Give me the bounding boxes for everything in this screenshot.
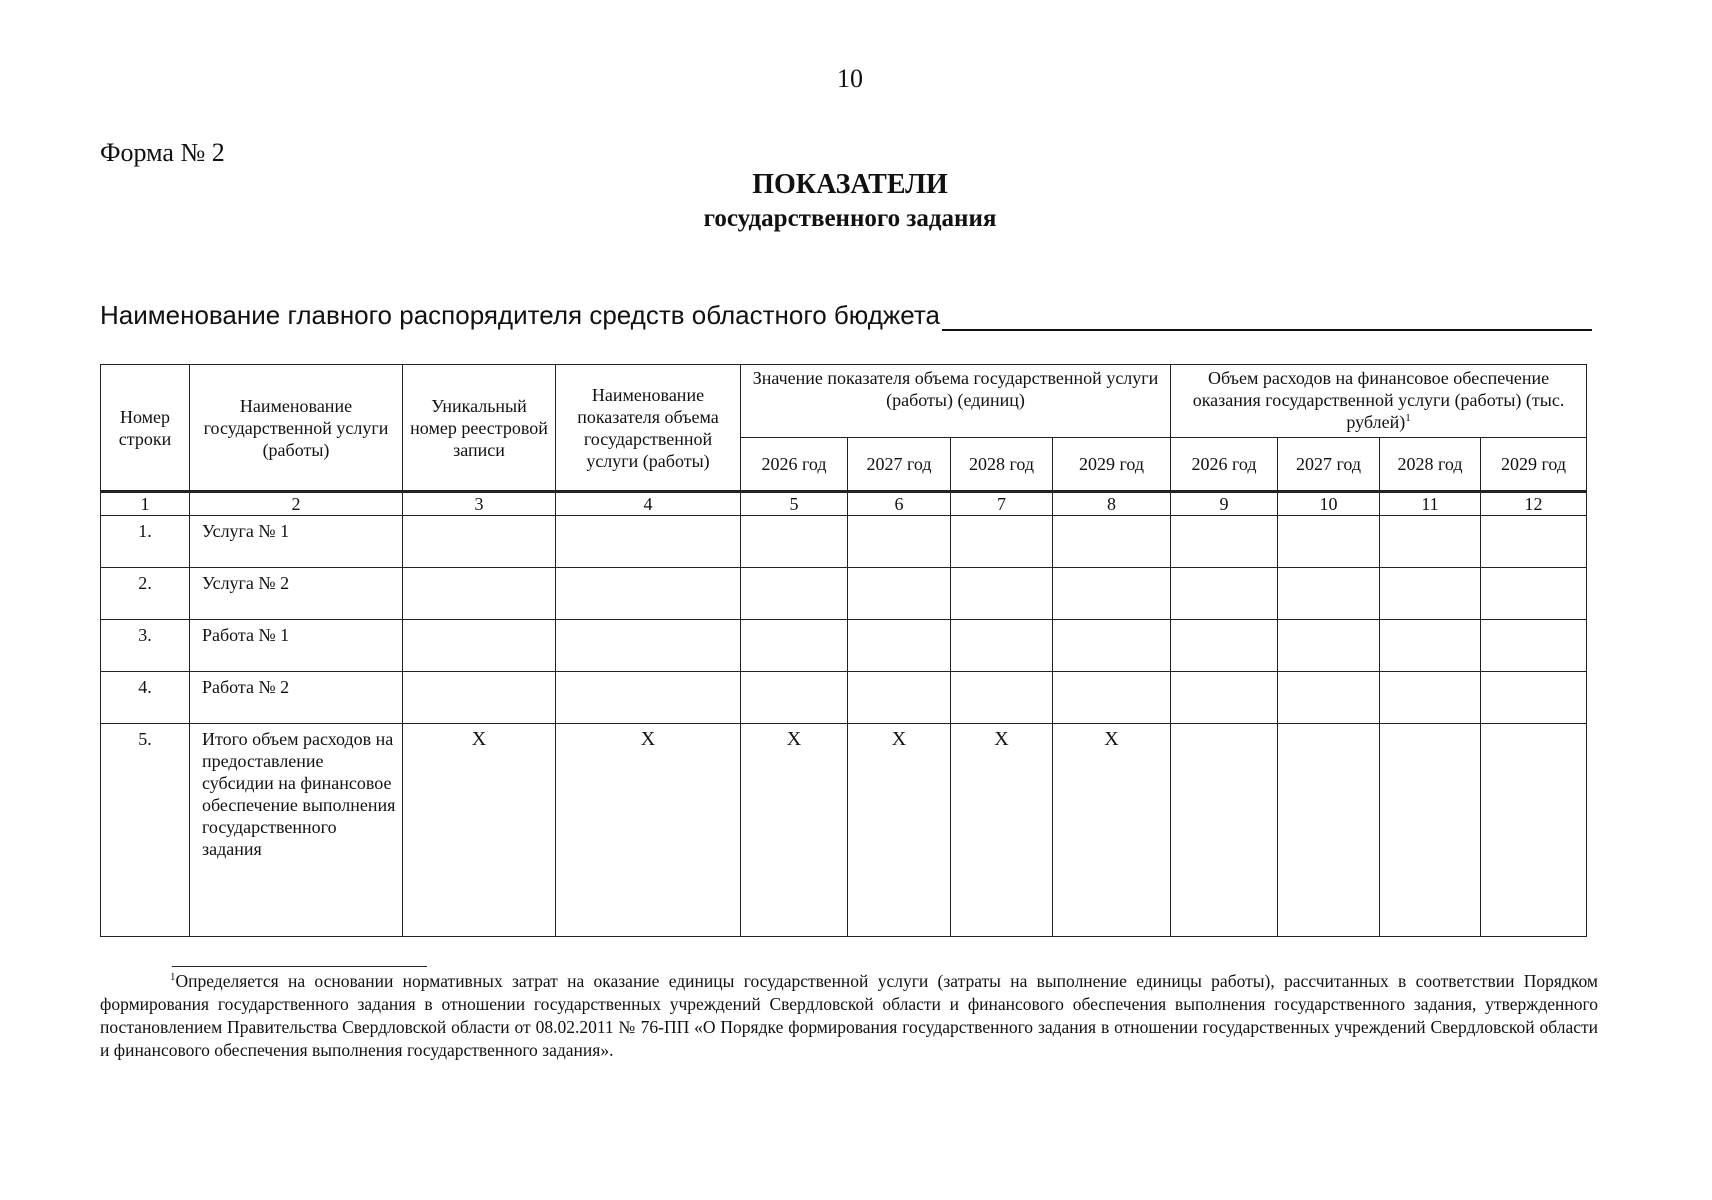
table-cell[interactable]: [1380, 672, 1481, 724]
table-cell[interactable]: [403, 620, 556, 672]
header-volume-year: 2026 год: [741, 438, 848, 492]
row-name: Услуга № 1: [190, 516, 403, 568]
column-number: 10: [1278, 492, 1380, 516]
row-name: Работа № 1: [190, 620, 403, 672]
not-applicable-mark: Х: [951, 724, 1053, 937]
header-volume-year: 2028 год: [951, 438, 1053, 492]
row-name: Работа № 2: [190, 672, 403, 724]
footnote-mark: 1: [170, 971, 176, 984]
header-registry-number: Уникальный номер реестровой записи: [403, 365, 556, 492]
header-service-name: Наименование государственной услуги (работы): [190, 365, 403, 492]
row-name: Услуга № 2: [190, 568, 403, 620]
table-cell[interactable]: [1171, 620, 1278, 672]
column-number: 9: [1171, 492, 1278, 516]
table-cell[interactable]: [951, 620, 1053, 672]
header-expense-year: 2028 год: [1380, 438, 1481, 492]
table-cell[interactable]: [556, 620, 741, 672]
form-label: Форма № 2: [100, 138, 225, 167]
not-applicable-mark: Х: [403, 724, 556, 937]
column-number: 3: [403, 492, 556, 516]
table-cell[interactable]: [1053, 672, 1171, 724]
table-cell[interactable]: [1380, 516, 1481, 568]
table-cell[interactable]: [848, 516, 951, 568]
table-cell[interactable]: [1171, 568, 1278, 620]
header-volume-year: 2029 год: [1053, 438, 1171, 492]
table-cell[interactable]: [951, 516, 1053, 568]
table-cell[interactable]: [403, 568, 556, 620]
column-number: 2: [190, 492, 403, 516]
table-cell[interactable]: [951, 672, 1053, 724]
column-numbers-row: [101, 492, 1587, 516]
column-number: 4: [556, 492, 741, 516]
table-cell[interactable]: [741, 516, 848, 568]
footnote-divider: [172, 966, 427, 967]
not-applicable-mark: Х: [556, 724, 741, 937]
column-number: 5: [741, 492, 848, 516]
table-cell[interactable]: [1053, 568, 1171, 620]
table-cell[interactable]: [1278, 672, 1380, 724]
row-number: 1.: [101, 516, 190, 568]
footnote-marker: 1: [1405, 412, 1411, 424]
table-cell[interactable]: [556, 568, 741, 620]
table-cell[interactable]: [1481, 516, 1587, 568]
footnote-text: Определяется на основании нормативных затрат на оказание единицы государственной услуги (затраты на выполнение единицы работы), рассчитанных в соответствии Порядком формирования государственного задания в отношении государственных учреждений Свердловской области и финансового обеспечения выполнения государственного задания, утвержденного постановлением Правительства Свердловской области от 08.02.2011 № 76-ПП «О Порядке формирования государственного задания в отношении государственных учреждений Свердловской области и финансового обеспечения выполнения государственного задания».: [100, 971, 1598, 1060]
table-cell[interactable]: [1053, 516, 1171, 568]
header-expense-year: 2026 год: [1171, 438, 1278, 492]
header-volume-year: 2027 год: [848, 438, 951, 492]
distributor-label: Наименование главного распорядителя средств областного бюджета: [100, 300, 940, 330]
table-cell[interactable]: [741, 620, 848, 672]
row-number: 3.: [101, 620, 190, 672]
table-cell[interactable]: [1481, 568, 1587, 620]
distributor-blank-line[interactable]: [942, 303, 1592, 331]
table-cell[interactable]: [741, 568, 848, 620]
table-cell[interactable]: [1380, 568, 1481, 620]
table-cell[interactable]: [1171, 516, 1278, 568]
table-cell[interactable]: [556, 516, 741, 568]
table-row: [101, 620, 1587, 672]
header-indicator-name: Наименование показателя объема государственной услуги (работы): [556, 365, 741, 492]
header-volume-group: Значение показателя объема государственной услуги (работы) (единиц): [741, 365, 1171, 438]
table-cell[interactable]: [1278, 620, 1380, 672]
table-row: [101, 672, 1587, 724]
table-cell[interactable]: [1481, 724, 1587, 937]
header-expense-group-text: Объем расходов на финансовое обеспечение оказания государственной услуги (работы) (тыс. рублей): [1192, 368, 1565, 432]
table-cell[interactable]: [1278, 568, 1380, 620]
table-cell[interactable]: [1481, 672, 1587, 724]
row-number: 4.: [101, 672, 190, 724]
header-row-number: Номер строки: [101, 365, 190, 492]
table-cell[interactable]: [1380, 620, 1481, 672]
indicators-table: [100, 364, 1587, 937]
table-cell[interactable]: [848, 672, 951, 724]
table-cell[interactable]: [741, 672, 848, 724]
not-applicable-mark: Х: [848, 724, 951, 937]
column-number: 1: [101, 492, 190, 516]
footnote: [100, 970, 1598, 1062]
column-number: 12: [1481, 492, 1587, 516]
column-number: 8: [1053, 492, 1171, 516]
title-block: [0, 168, 1700, 236]
not-applicable-mark: Х: [1053, 724, 1171, 937]
total-row: [101, 724, 1587, 937]
header-expense-group: [1171, 365, 1587, 438]
distributor-field: [100, 300, 1592, 331]
column-number: 6: [848, 492, 951, 516]
table-row: [101, 568, 1587, 620]
row-number: 5.: [101, 724, 190, 937]
table-cell[interactable]: [403, 672, 556, 724]
table-cell[interactable]: [848, 568, 951, 620]
header-expense-year: 2027 год: [1278, 438, 1380, 492]
row-name: Итого объем расходов на предоставление субсидии на финансовое обеспечение выполнения государственного задания: [190, 724, 403, 937]
table-cell[interactable]: [1481, 620, 1587, 672]
row-number: 2.: [101, 568, 190, 620]
table-cell[interactable]: [556, 672, 741, 724]
document-title: ПОКАЗАТЕЛИ: [752, 169, 948, 200]
table-cell[interactable]: [1171, 672, 1278, 724]
table-cell[interactable]: [848, 620, 951, 672]
not-applicable-mark: Х: [741, 724, 848, 937]
table-cell[interactable]: [1171, 724, 1278, 937]
table-cell[interactable]: [1380, 724, 1481, 937]
table-cell[interactable]: [951, 568, 1053, 620]
table-cell[interactable]: [1278, 724, 1380, 937]
page-number: 10: [837, 64, 863, 93]
table-cell[interactable]: [1053, 620, 1171, 672]
document-subtitle: государственного задания: [703, 205, 997, 232]
header-expense-year: 2029 год: [1481, 438, 1587, 492]
column-number: 7: [951, 492, 1053, 516]
table-cell[interactable]: [403, 516, 556, 568]
column-number: 11: [1380, 492, 1481, 516]
table-cell[interactable]: [1278, 516, 1380, 568]
table-row: [101, 516, 1587, 568]
